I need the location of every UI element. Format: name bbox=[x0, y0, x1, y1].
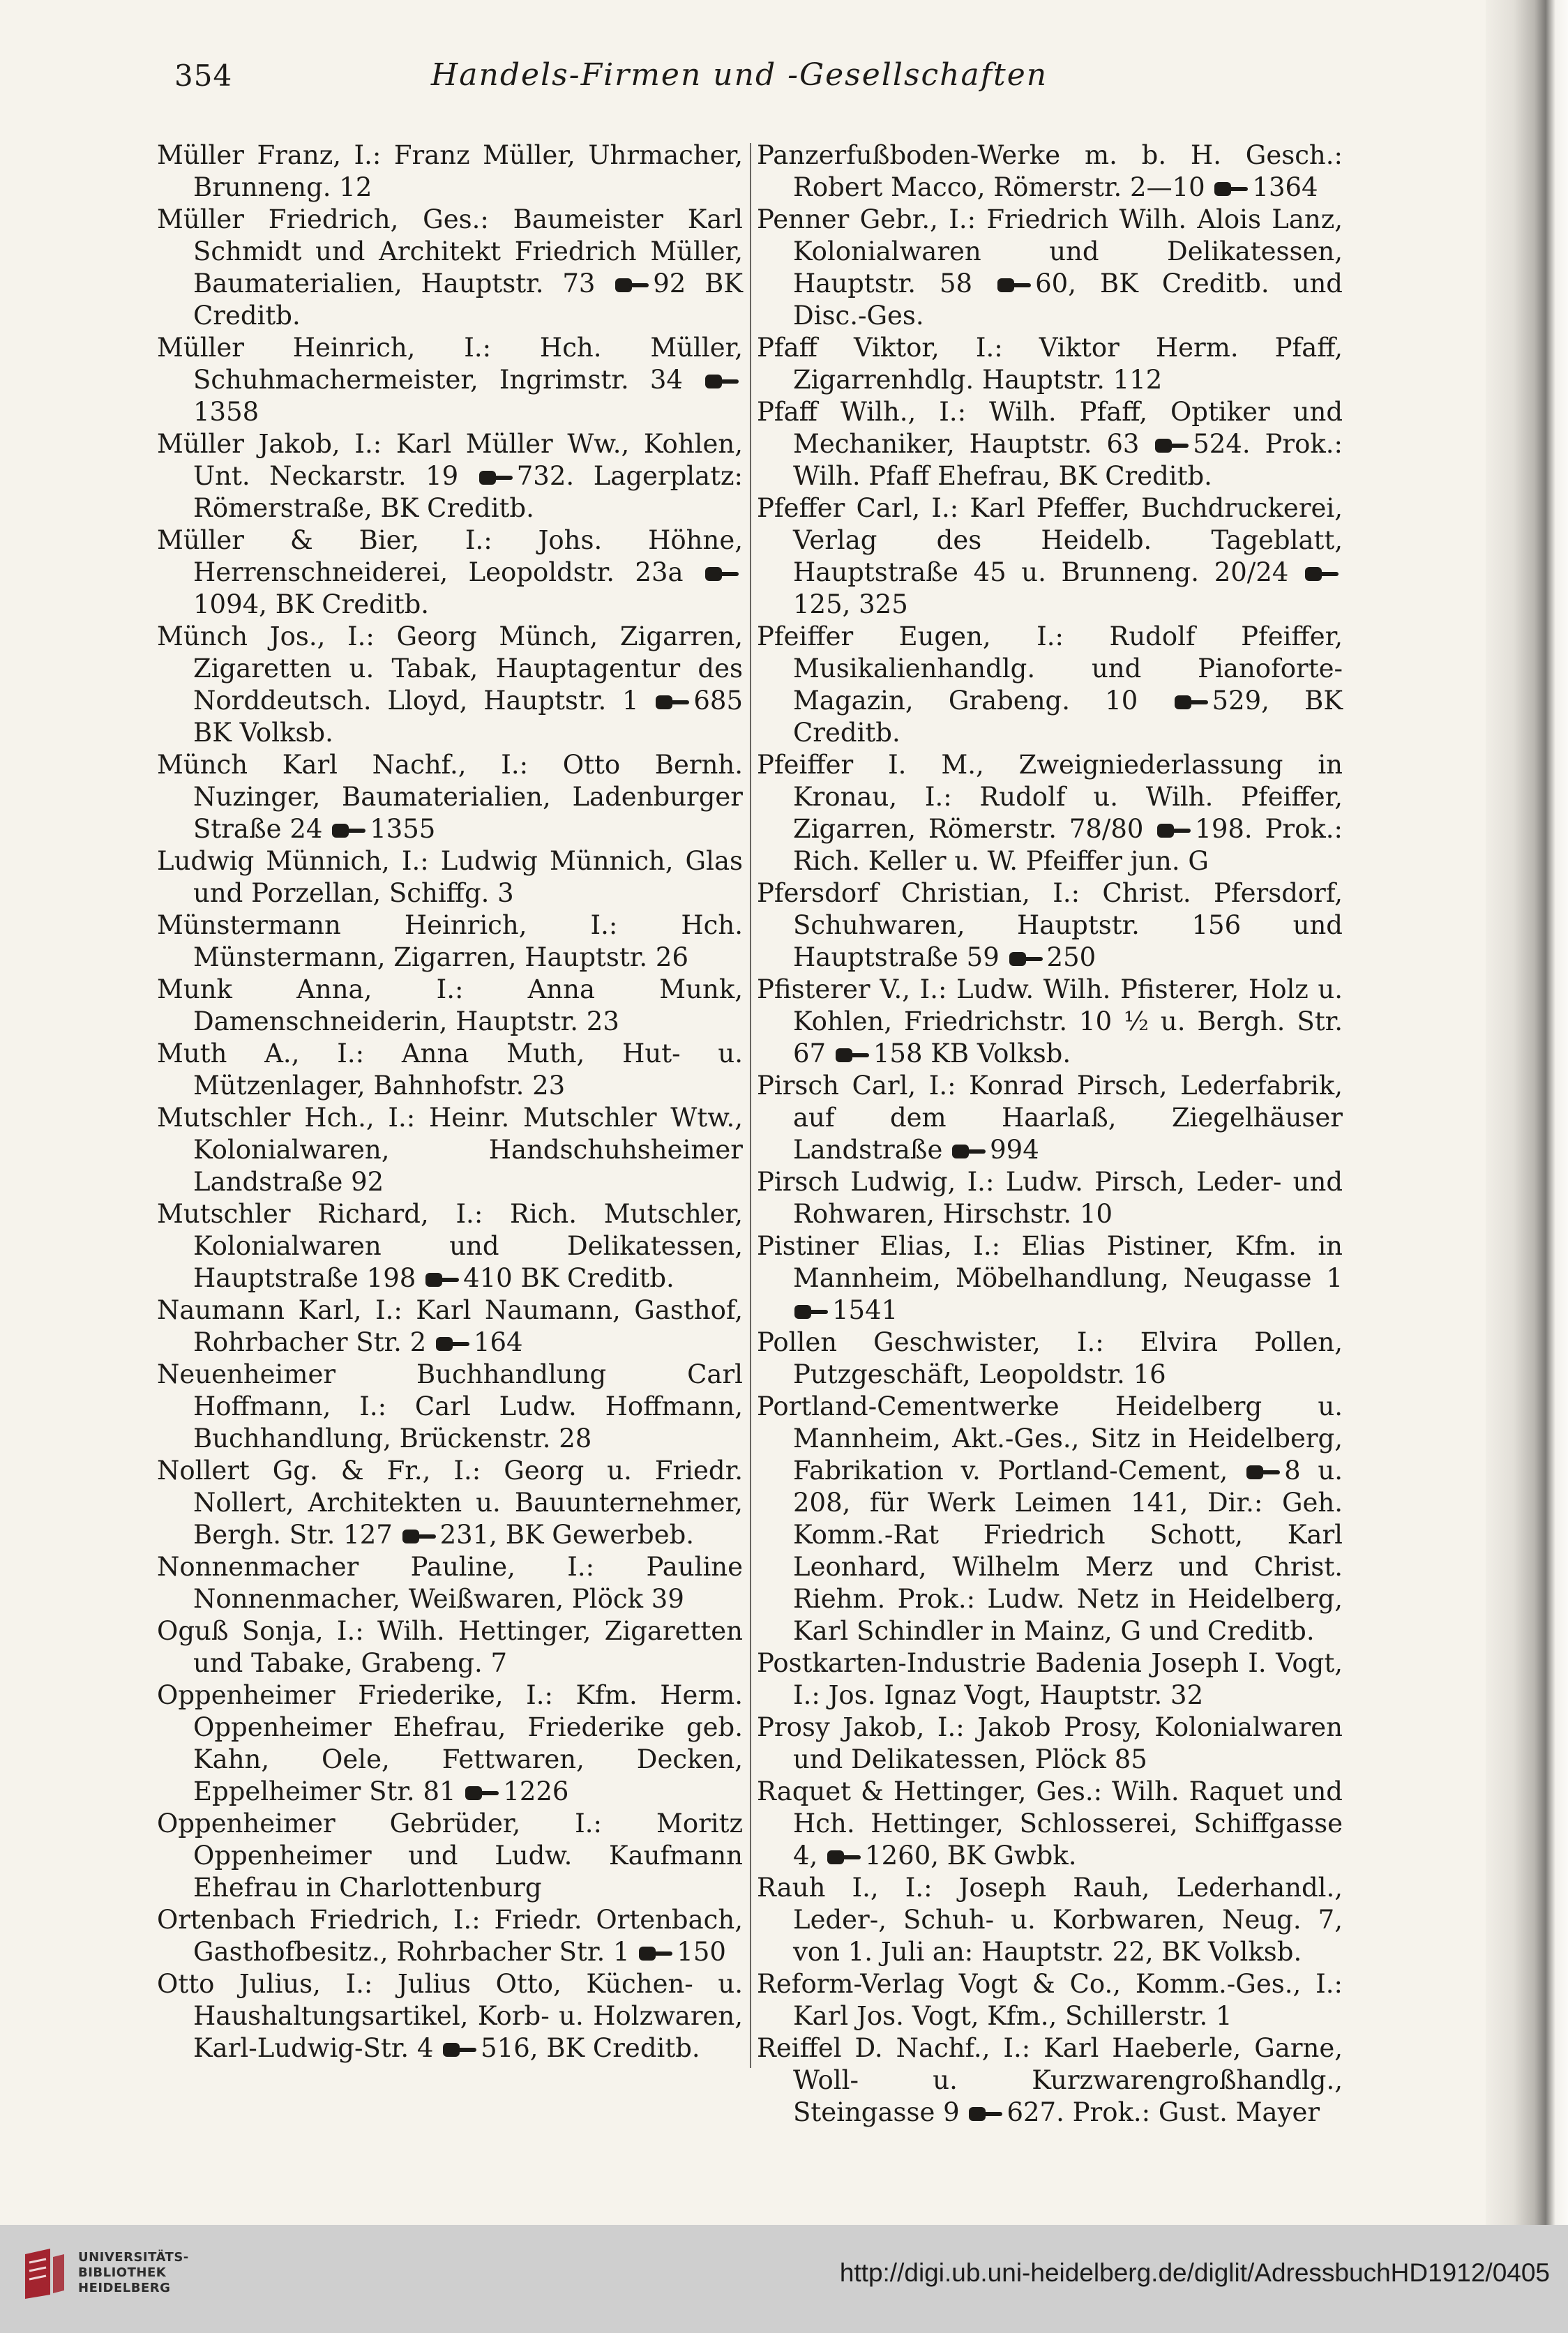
entry-trailing-text: Lagerplatz: Römerstraße, BK Creditb. bbox=[193, 461, 743, 523]
entry-text: Müller Franz, I.: Franz Müller, Uhrmacher, Brunneng. 12 bbox=[157, 140, 743, 202]
directory-entry bbox=[157, 1808, 743, 1904]
entry-text: Munk Anna, I.: Anna Munk, Damenschneiderin, Hauptstr. 23 bbox=[157, 974, 743, 1036]
entry-text: Pfeffer Carl, I.: Karl Pfeffer, Buchdruckerei, Verlag des Heidelb. Tageblatt, Hauptstraße 45 u. Brunneng. 20/24 bbox=[757, 493, 1343, 587]
entry-text: Penner Gebr., I.: Friedrich Wilh. Alois Lanz, Kolonialwaren und Delikatessen, Hauptstr. 58 bbox=[757, 204, 1343, 299]
entry-trailing-text: BK Gwbk. bbox=[947, 1841, 1077, 1871]
source-url-link[interactable]: http://digi.ub.uni-heidelberg.de/diglit/AdressbuchHD1912/0405 bbox=[839, 2258, 1550, 2287]
phone-number: 627. bbox=[1007, 2097, 1064, 2127]
entry-trailing-text: Prok.: Wilh. Pfaff Ehefrau, BK Creditb. bbox=[793, 429, 1343, 491]
telephone-icon bbox=[1305, 565, 1340, 583]
directory-entry bbox=[757, 877, 1343, 974]
directory-entry bbox=[157, 1102, 743, 1198]
telephone-icon bbox=[332, 822, 367, 840]
entry-text: Pirsch Carl, I.: Konrad Pirsch, Lederfabrik, auf dem Haarlaß, Ziegelhäuser Landstraße bbox=[757, 1071, 1343, 1165]
directory-entry bbox=[157, 1968, 743, 2064]
directory-entry bbox=[757, 1070, 1343, 1166]
page-header bbox=[167, 54, 1311, 110]
entry-text: Reform-Verlag Vogt & Co., Komm.-Ges., I.: Karl Jos. Vogt, Kfm., Schillerstr. 1 bbox=[757, 1969, 1343, 2031]
directory-entry bbox=[157, 524, 743, 621]
library-name-line: BIBLIOTHEK bbox=[78, 2265, 167, 2280]
directory-entry bbox=[157, 1455, 743, 1551]
telephone-icon bbox=[997, 276, 1032, 294]
directory-entry bbox=[757, 1166, 1343, 1230]
directory-entry bbox=[157, 1198, 743, 1294]
phone-number: 1355 bbox=[370, 814, 436, 844]
directory-entry bbox=[157, 845, 743, 909]
entry-text: Prosy Jakob, I.: Jakob Prosy, Kolonialwaren und Delikatessen, Plöck 85 bbox=[757, 1712, 1343, 1774]
directory-entry bbox=[157, 1294, 743, 1359]
telephone-icon bbox=[465, 1784, 500, 1802]
running-title: Handels-Firmen und -Gesellschaften bbox=[430, 57, 1048, 93]
entry-text: Otto Julius, I.: Julius Otto, Küchen- u. Haushaltungsartikel, Korb- u. Holzwaren, Karl-Ludwig-Str. 4 bbox=[157, 1969, 743, 2063]
entry-text: Nollert Gg. & Fr., I.: Georg u. Friedr. Nollert, Architekten u. Bauunternehmer, Bergh. Str. 127 bbox=[157, 1456, 743, 1550]
telephone-icon bbox=[656, 693, 691, 711]
telephone-icon bbox=[1155, 437, 1190, 455]
phone-number: 516, bbox=[481, 2033, 538, 2063]
directory-entry bbox=[757, 974, 1343, 1070]
phone-number: 231, bbox=[439, 1520, 497, 1550]
entry-text: Pfeiffer Eugen, I.: Rudolf Pfeiffer, Musikalienhandlg. und Pianoforte-Magazin, Grabeng. 10 bbox=[757, 621, 1343, 716]
directory-entry bbox=[157, 1615, 743, 1679]
entry-trailing-text: BK Creditb. bbox=[193, 269, 743, 331]
directory-entry bbox=[157, 139, 743, 204]
entry-text: Pfaff Wilh., I.: Wilh. Pfaff, Optiker und Mechaniker, Hauptstr. 63 bbox=[757, 397, 1343, 459]
entry-text: Pfeiffer I. M., Zweigniederlassung in Kronau, I.: Rudolf u. Wilh. Pfeiffer, Zigarren, Römerstr. 78/80 bbox=[757, 750, 1343, 844]
telephone-icon bbox=[1246, 1463, 1281, 1481]
directory-entry bbox=[757, 139, 1343, 204]
directory-entry bbox=[157, 621, 743, 749]
phone-number: 125, 325 bbox=[793, 589, 908, 619]
entry-text: Muth A., I.: Anna Muth, Hut- u. Mützenlager, Bahnhofstr. 23 bbox=[157, 1039, 743, 1101]
directory-entry bbox=[757, 332, 1343, 396]
telephone-icon bbox=[443, 2041, 478, 2059]
phone-number: 1358 bbox=[193, 397, 259, 427]
entry-trailing-text: BK Creditb. und Disc.-Ges. bbox=[793, 269, 1343, 331]
directory-entry bbox=[757, 2032, 1343, 2129]
entry-trailing-text: Prok.: Rich. Keller u. W. Pfeiffer jun. G bbox=[793, 814, 1343, 876]
directory-entry bbox=[157, 1038, 743, 1102]
entry-text: Portland-Cementwerke Heidelberg u. Mannheim, Akt.-Ges., Sitz in Heidelberg, Fabrikation v. Portland-Cement, bbox=[757, 1391, 1343, 1486]
directory-entry bbox=[757, 1391, 1343, 1647]
entry-text: Pollen Geschwister, I.: Elvira Pollen, Putzgeschäft, Leopoldstr. 16 bbox=[757, 1327, 1343, 1389]
entry-text: Ortenbach Friedrich, I.: Friedr. Ortenbach, Gasthofbesitz., Rohrbacher Str. 1 bbox=[157, 1905, 743, 1967]
entry-trailing-text: BK Creditb. bbox=[546, 2033, 700, 2063]
entry-text: Pirsch Ludwig, I.: Ludw. Pirsch, Leder- und Rohwaren, Hirschstr. 10 bbox=[757, 1167, 1343, 1229]
phone-number: 60, bbox=[1035, 269, 1076, 299]
entry-text: Müller Heinrich, I.: Hch. Müller, Schuhmachermeister, Ingrimstr. 34 bbox=[157, 333, 743, 395]
entry-text: Ludwig Münnich, I.: Ludwig Münnich, Glas und Porzellan, Schiffg. 3 bbox=[157, 846, 743, 908]
entry-trailing-text: BK Gewerbeb. bbox=[505, 1520, 695, 1550]
entry-text: Reiffel D. Nachf., I.: Karl Haeberle, Garne, Woll- u. Kurzwarengroßhandlg., Steingasse 9 bbox=[757, 2033, 1343, 2127]
entry-text: Pfersdorf Christian, I.: Christ. Pfersdorf, Schuhwaren, Hauptstr. 156 und Hauptstraße 59 bbox=[757, 878, 1343, 972]
entry-text: Panzerfußboden-Werke m. b. H. Gesch.: Robert Macco, Römerstr. 2—10 bbox=[757, 140, 1343, 202]
library-footer-bar bbox=[0, 2225, 1568, 2333]
entry-text: Oguß Sonja, I.: Wilh. Hettinger, Zigaretten und Tabake, Grabeng. 7 bbox=[157, 1616, 743, 1678]
phone-number: 1226 bbox=[503, 1776, 569, 1806]
entry-text: Oppenheimer Gebrüder, I.: Moritz Oppenheimer und Ludw. Kaufmann Ehefrau in Charlottenburg bbox=[157, 1809, 743, 1903]
phone-number: 1364 bbox=[1252, 172, 1318, 202]
directory-entry bbox=[157, 974, 743, 1038]
directory-entry bbox=[157, 1551, 743, 1615]
entry-trailing-text: Prok.: Gust. Mayer bbox=[1072, 2097, 1320, 2127]
phone-number: 158 bbox=[873, 1039, 923, 1069]
phone-number: 685 bbox=[693, 686, 743, 716]
entry-text: Pistiner Elias, I.: Elias Pistiner, Kfm. in Mannheim, Möbelhandlung, Neugasse 1 bbox=[757, 1231, 1343, 1293]
telephone-icon bbox=[827, 1848, 862, 1866]
telephone-icon bbox=[402, 1527, 437, 1546]
telephone-icon bbox=[479, 469, 514, 487]
left-column bbox=[157, 139, 743, 2064]
entry-text: Pfaff Viktor, I.: Viktor Herm. Pfaff, Zigarrenhdlg. Hauptstr. 112 bbox=[757, 333, 1343, 395]
phone-number: 250 bbox=[1046, 942, 1096, 972]
phone-number: 92 bbox=[653, 269, 686, 299]
phone-number: 1260, bbox=[865, 1841, 940, 1871]
entry-text: Münch Jos., I.: Georg Münch, Zigarren, Zigaretten u. Tabak, Hauptagentur des Norddeutsch. Lloyd, Hauptstr. 1 bbox=[157, 621, 743, 716]
entry-text: Nonnenmacher Pauline, I.: Pauline Nonnenmacher, Weißwaren, Plöck 39 bbox=[157, 1552, 743, 1614]
entry-text: Naumann Karl, I.: Karl Naumann, Gasthof, Rohrbacher Str. 2 bbox=[157, 1295, 743, 1357]
phone-number: 524. bbox=[1193, 429, 1251, 459]
entry-text: Münch Karl Nachf., I.: Otto Bernh. Nuzinger, Baumaterialien, Ladenburger Straße 24 bbox=[157, 750, 743, 844]
directory-entry bbox=[157, 1904, 743, 1968]
entry-trailing-text: BK Creditb. bbox=[793, 686, 1343, 748]
entry-text: Mutschler Hch., I.: Heinr. Mutschler Wtw., Kolonialwaren, Handschuhsheimer Landstraße 92 bbox=[157, 1103, 743, 1197]
phone-number: 994 bbox=[990, 1135, 1039, 1165]
telephone-icon bbox=[705, 565, 740, 583]
entry-text: Postkarten-Industrie Badenia Joseph I. Vogt, I.: Jos. Ignaz Vogt, Hauptstr. 32 bbox=[757, 1648, 1343, 1710]
library-name-line: HEIDELBERG bbox=[78, 2281, 171, 2295]
telephone-icon bbox=[639, 1945, 674, 1963]
phone-number: 198. bbox=[1195, 814, 1253, 844]
telephone-icon bbox=[615, 276, 650, 294]
directory-entry bbox=[757, 1647, 1343, 1712]
telephone-icon bbox=[425, 1271, 460, 1289]
entry-trailing-text: BK Creditb. bbox=[275, 589, 430, 619]
column-divider bbox=[750, 143, 751, 2068]
telephone-icon bbox=[836, 1046, 870, 1064]
directory-entry bbox=[757, 1712, 1343, 1776]
directory-entry bbox=[757, 396, 1343, 492]
directory-entry bbox=[157, 428, 743, 524]
directory-entry bbox=[157, 204, 743, 332]
phone-number: 1541 bbox=[832, 1295, 898, 1325]
telephone-icon bbox=[794, 1303, 829, 1321]
directory-entry bbox=[757, 1968, 1343, 2032]
directory-entry bbox=[757, 749, 1343, 877]
entry-text: Münstermann Heinrich, I.: Hch. Münstermann, Zigarren, Hauptstr. 26 bbox=[157, 910, 743, 972]
entry-trailing-text: 208, für Werk Leimen 141, Dir.: Geh. Komm.-Rat Friedrich Schott, Karl Leonhard, Wilhelm Merz und Christ. Riehm. Prok.: Ludw. Netz in Heidelberg, Karl Schindler in Mainz, G und Creditb. bbox=[793, 1488, 1343, 1646]
telephone-icon bbox=[1157, 822, 1192, 840]
entry-trailing-text: BK Creditb. bbox=[520, 1263, 674, 1293]
directory-entry bbox=[157, 1359, 743, 1455]
entry-text: Müller Jakob, I.: Karl Müller Ww., Kohlen, Unt. Neckarstr. 19 bbox=[157, 429, 743, 491]
page-edge-shadow bbox=[1486, 0, 1568, 2225]
entry-text: Oppenheimer Friederike, I.: Kfm. Herm. Oppenheimer Ehefrau, Friederike geb. Kahn, Oele, Fettwaren, Decken, Eppelheimer Str. 81 bbox=[157, 1680, 743, 1806]
phone-number: 164 bbox=[473, 1327, 523, 1357]
phone-number: 8 u. bbox=[1284, 1456, 1343, 1486]
telephone-icon bbox=[1175, 693, 1209, 711]
entry-text: Rauh I., I.: Joseph Rauh, Lederhandl., Leder-, Schuh- u. Korbwaren, Neug. 7, von 1. Juli an: Hauptstr. 22, BK Volksb. bbox=[757, 1873, 1343, 1967]
directory-entry bbox=[757, 1872, 1343, 1968]
telephone-icon bbox=[1214, 180, 1249, 198]
phone-number: 529, bbox=[1212, 686, 1269, 716]
library-name bbox=[78, 2250, 189, 2296]
directory-entry bbox=[757, 1230, 1343, 1327]
entry-text: Pfisterer V., I.: Ludw. Wilh. Pfisterer, Holz u. Kohlen, Friedrichstr. 10 ½ u. Bergh. Str. 67 bbox=[757, 974, 1343, 1069]
telephone-icon bbox=[436, 1335, 471, 1353]
directory-entry bbox=[157, 332, 743, 428]
entry-text: Müller Friedrich, Ges.: Baumeister Karl Schmidt und Architekt Friedrich Müller, Baumaterialien, Hauptstr. 73 bbox=[157, 204, 743, 299]
right-column bbox=[757, 139, 1343, 2129]
entry-text: Raquet & Hettinger, Ges.: Wilh. Raquet und Hch. Hettinger, Schlosserei, Schiffgasse 4, bbox=[757, 1776, 1343, 1871]
entry-text: Mutschler Richard, I.: Rich. Mutschler, Kolonialwaren und Delikatessen, Hauptstraße 198 bbox=[157, 1199, 743, 1293]
page-number: 354 bbox=[174, 59, 233, 93]
entry-trailing-text: KB Volksb. bbox=[930, 1039, 1071, 1069]
directory-entry bbox=[757, 1776, 1343, 1872]
directory-entry bbox=[157, 1679, 743, 1808]
directory-entry bbox=[157, 749, 743, 845]
directory-entry bbox=[757, 204, 1343, 332]
entry-text: Müller & Bier, I.: Johs. Höhne, Herrenschneiderei, Leopoldstr. 23a bbox=[157, 525, 743, 587]
phone-number: 150 bbox=[677, 1937, 726, 1967]
library-name-line: UNIVERSITÄTS- bbox=[78, 2250, 189, 2265]
telephone-icon bbox=[969, 2105, 1004, 2123]
telephone-icon bbox=[952, 1142, 987, 1161]
library-logo-icon bbox=[20, 2247, 68, 2300]
entry-text: Neuenheimer Buchhandlung Carl Hoffmann, I.: Carl Ludw. Hoffmann, Buchhandlung, Brückenstr. 28 bbox=[157, 1359, 743, 1454]
telephone-icon bbox=[1009, 950, 1044, 968]
directory-entry bbox=[157, 909, 743, 974]
phone-number: 732. bbox=[516, 461, 575, 491]
directory-entry bbox=[757, 1327, 1343, 1391]
entry-trailing-text: BK Volksb. bbox=[193, 718, 333, 748]
phone-number: 1094, bbox=[193, 589, 267, 619]
phone-number: 410 bbox=[463, 1263, 513, 1293]
telephone-icon bbox=[705, 372, 740, 391]
directory-entry bbox=[757, 492, 1343, 621]
directory-entry bbox=[757, 621, 1343, 749]
